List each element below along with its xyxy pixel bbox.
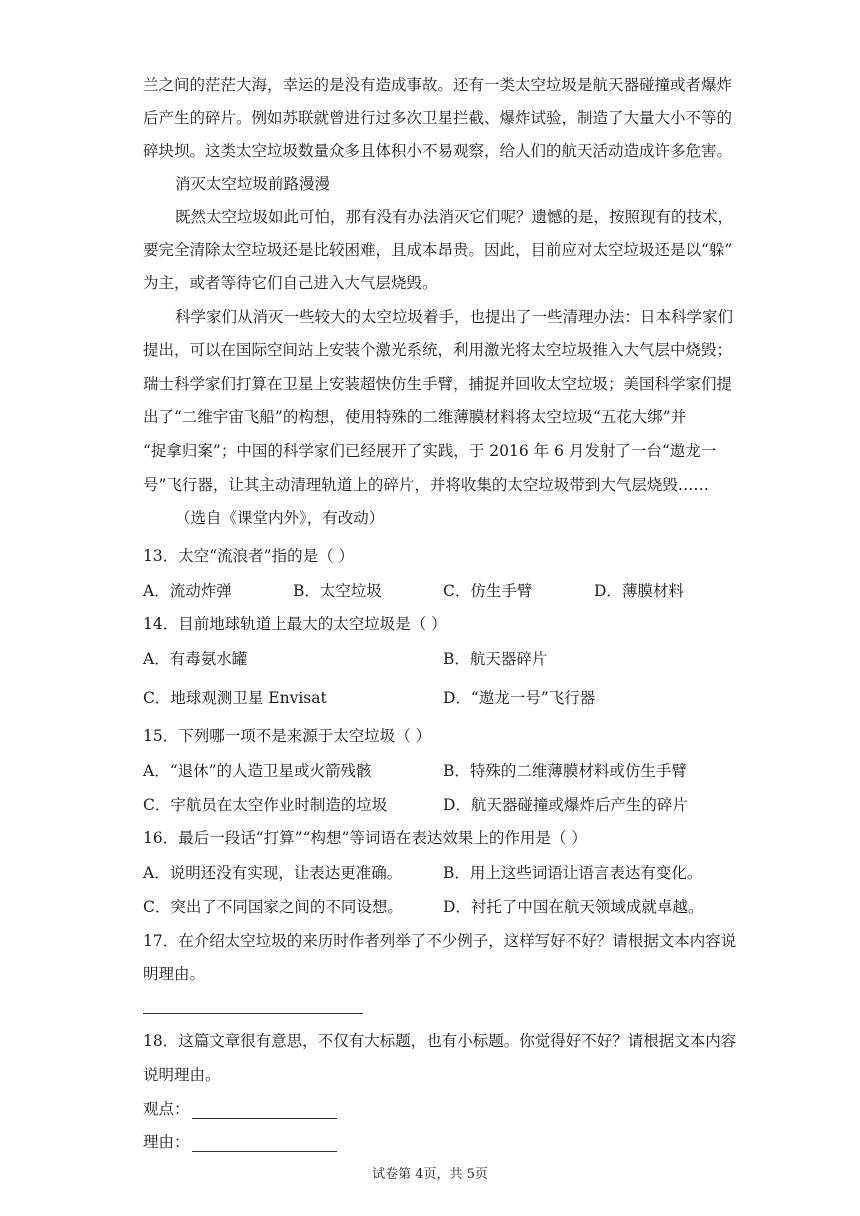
- passage-line: 科学家们从消灭一些较大的太空垃圾着手，也提出了一些清理办法：日本科学家们: [175, 308, 734, 326]
- passage-line: 瑞士科学家们打算在卫星上安装超快仿生手臂，捕捉并回收太空垃圾；美国科学家们提: [143, 375, 733, 393]
- passage-line: 既然太空垃圾如此可怕，那有没有办法消灭它们呢？遗憾的是，按照现有的技术，: [175, 208, 734, 226]
- q14-option-a[interactable]: A．有毒氨水罐: [143, 650, 248, 668]
- reason-answer-blank[interactable]: [192, 1135, 337, 1152]
- passage-line: 要完全清除太空垃圾还是比较困难，且成本昂贵。因此，目前应对太空垃圾还是以“躲”: [143, 241, 733, 259]
- q13-option-c[interactable]: C．仿生手臂: [443, 582, 533, 600]
- q16-option-d[interactable]: D．衬托了中国在航天领域成就卓越。: [443, 898, 704, 916]
- q16-option-c[interactable]: C．突出了不同国家之间的不同设想。: [143, 898, 403, 916]
- q15-option-b[interactable]: B．特殊的二维薄膜材料或仿生手臂: [443, 762, 687, 780]
- source-note: （选自《课堂内外》，有改动）: [175, 509, 385, 527]
- passage-line: 号”飞行器，让其主动清理轨道上的碎片，并将收集的太空垃圾带到大气层烧毁……: [143, 476, 709, 494]
- page-footer: 试卷第 4页，共 5页: [372, 1167, 488, 1182]
- question-18-line: 说明理由。: [143, 1066, 221, 1084]
- q13-option-a[interactable]: A．流动炸弹: [143, 582, 232, 600]
- question-13-stem: 13．太空“流浪者”指的是（ ）: [143, 547, 354, 565]
- question-18-line: 18．这篇文章很有意思，不仅有大标题，也有小标题。你觉得好不好？请根据文本内容: [143, 1032, 737, 1050]
- q16-option-a[interactable]: A．说明还没有实现，让表达更准确。: [143, 864, 403, 882]
- reason-label: 理由：: [143, 1133, 190, 1151]
- q13-option-b[interactable]: B．太空垃圾: [293, 582, 382, 600]
- subheading: 消灭太空垃圾前路漫漫: [175, 175, 331, 193]
- reason-row: [143, 1130, 337, 1152]
- passage-line: “捉拿归案”；中国的科学家们已经展开了实践，于 2016 年 6 月发射了一台“遨龙一: [143, 442, 717, 460]
- q15-option-c[interactable]: C．宇航员在太空作业时制造的垃圾: [143, 796, 388, 814]
- viewpoint-label: 观点：: [143, 1100, 190, 1118]
- question-15-stem: 15．下列哪一项不是来源于太空垃圾（ ）: [143, 727, 432, 745]
- q15-option-d[interactable]: D．航天器碰撞或爆炸后产生的碎片: [443, 796, 688, 814]
- q13-option-d[interactable]: D．薄膜材料: [594, 582, 684, 600]
- passage-line: 提出，可以在国际空间站上安装个激光系统，利用激光将太空垃圾推入大气层中烧毁；: [143, 341, 733, 359]
- q15-option-a[interactable]: A．“退休”的人造卫星或火箭残骸: [143, 762, 372, 780]
- question-16-stem: 16．最后一段话“打算”“构想”等词语在表达效果上的作用是（ ）: [143, 829, 587, 847]
- q14-option-c[interactable]: C．地球观测卫星 Envisat: [143, 689, 327, 707]
- answer-line-17[interactable]: [143, 1013, 363, 1014]
- question-17-line: 17．在介绍太空垃圾的来历时作者列举了不少例子，这样写好不好？请根据文本内容说: [143, 932, 737, 950]
- question-17-line: 明理由。: [143, 965, 206, 983]
- viewpoint-row: [143, 1097, 337, 1119]
- passage-line: 碎块坝。这类太空垃圾数量众多且体积小不易观察，给人们的航天活动造成许多危害。: [143, 142, 733, 160]
- passage-line: 为主，或者等待它们自己进入大气层烧毁。: [143, 274, 438, 292]
- passage-line: 兰之间的茫茫大海，幸运的是没有造成事故。还有一类太空垃圾是航天器碰撞或者爆炸: [143, 76, 733, 94]
- passage-line: 后产生的碎片。例如苏联就曾进行过多次卫星拦截、爆炸试验，制造了大量大小不等的: [143, 109, 733, 127]
- passage-line: 出了“二维宇宙飞船”的构想，使用特殊的二维薄膜材料将太空垃圾“五花大绑”并: [143, 408, 687, 426]
- q14-option-d[interactable]: D．“遨龙一号”飞行器: [443, 689, 596, 707]
- q14-option-b[interactable]: B．航天器碎片: [443, 650, 548, 668]
- question-14-stem: 14．目前地球轨道上最大的太空垃圾是（ ）: [143, 615, 447, 633]
- viewpoint-answer-blank[interactable]: [192, 1102, 337, 1119]
- q16-option-b[interactable]: B．用上这些词语让语言表达有变化。: [443, 864, 703, 882]
